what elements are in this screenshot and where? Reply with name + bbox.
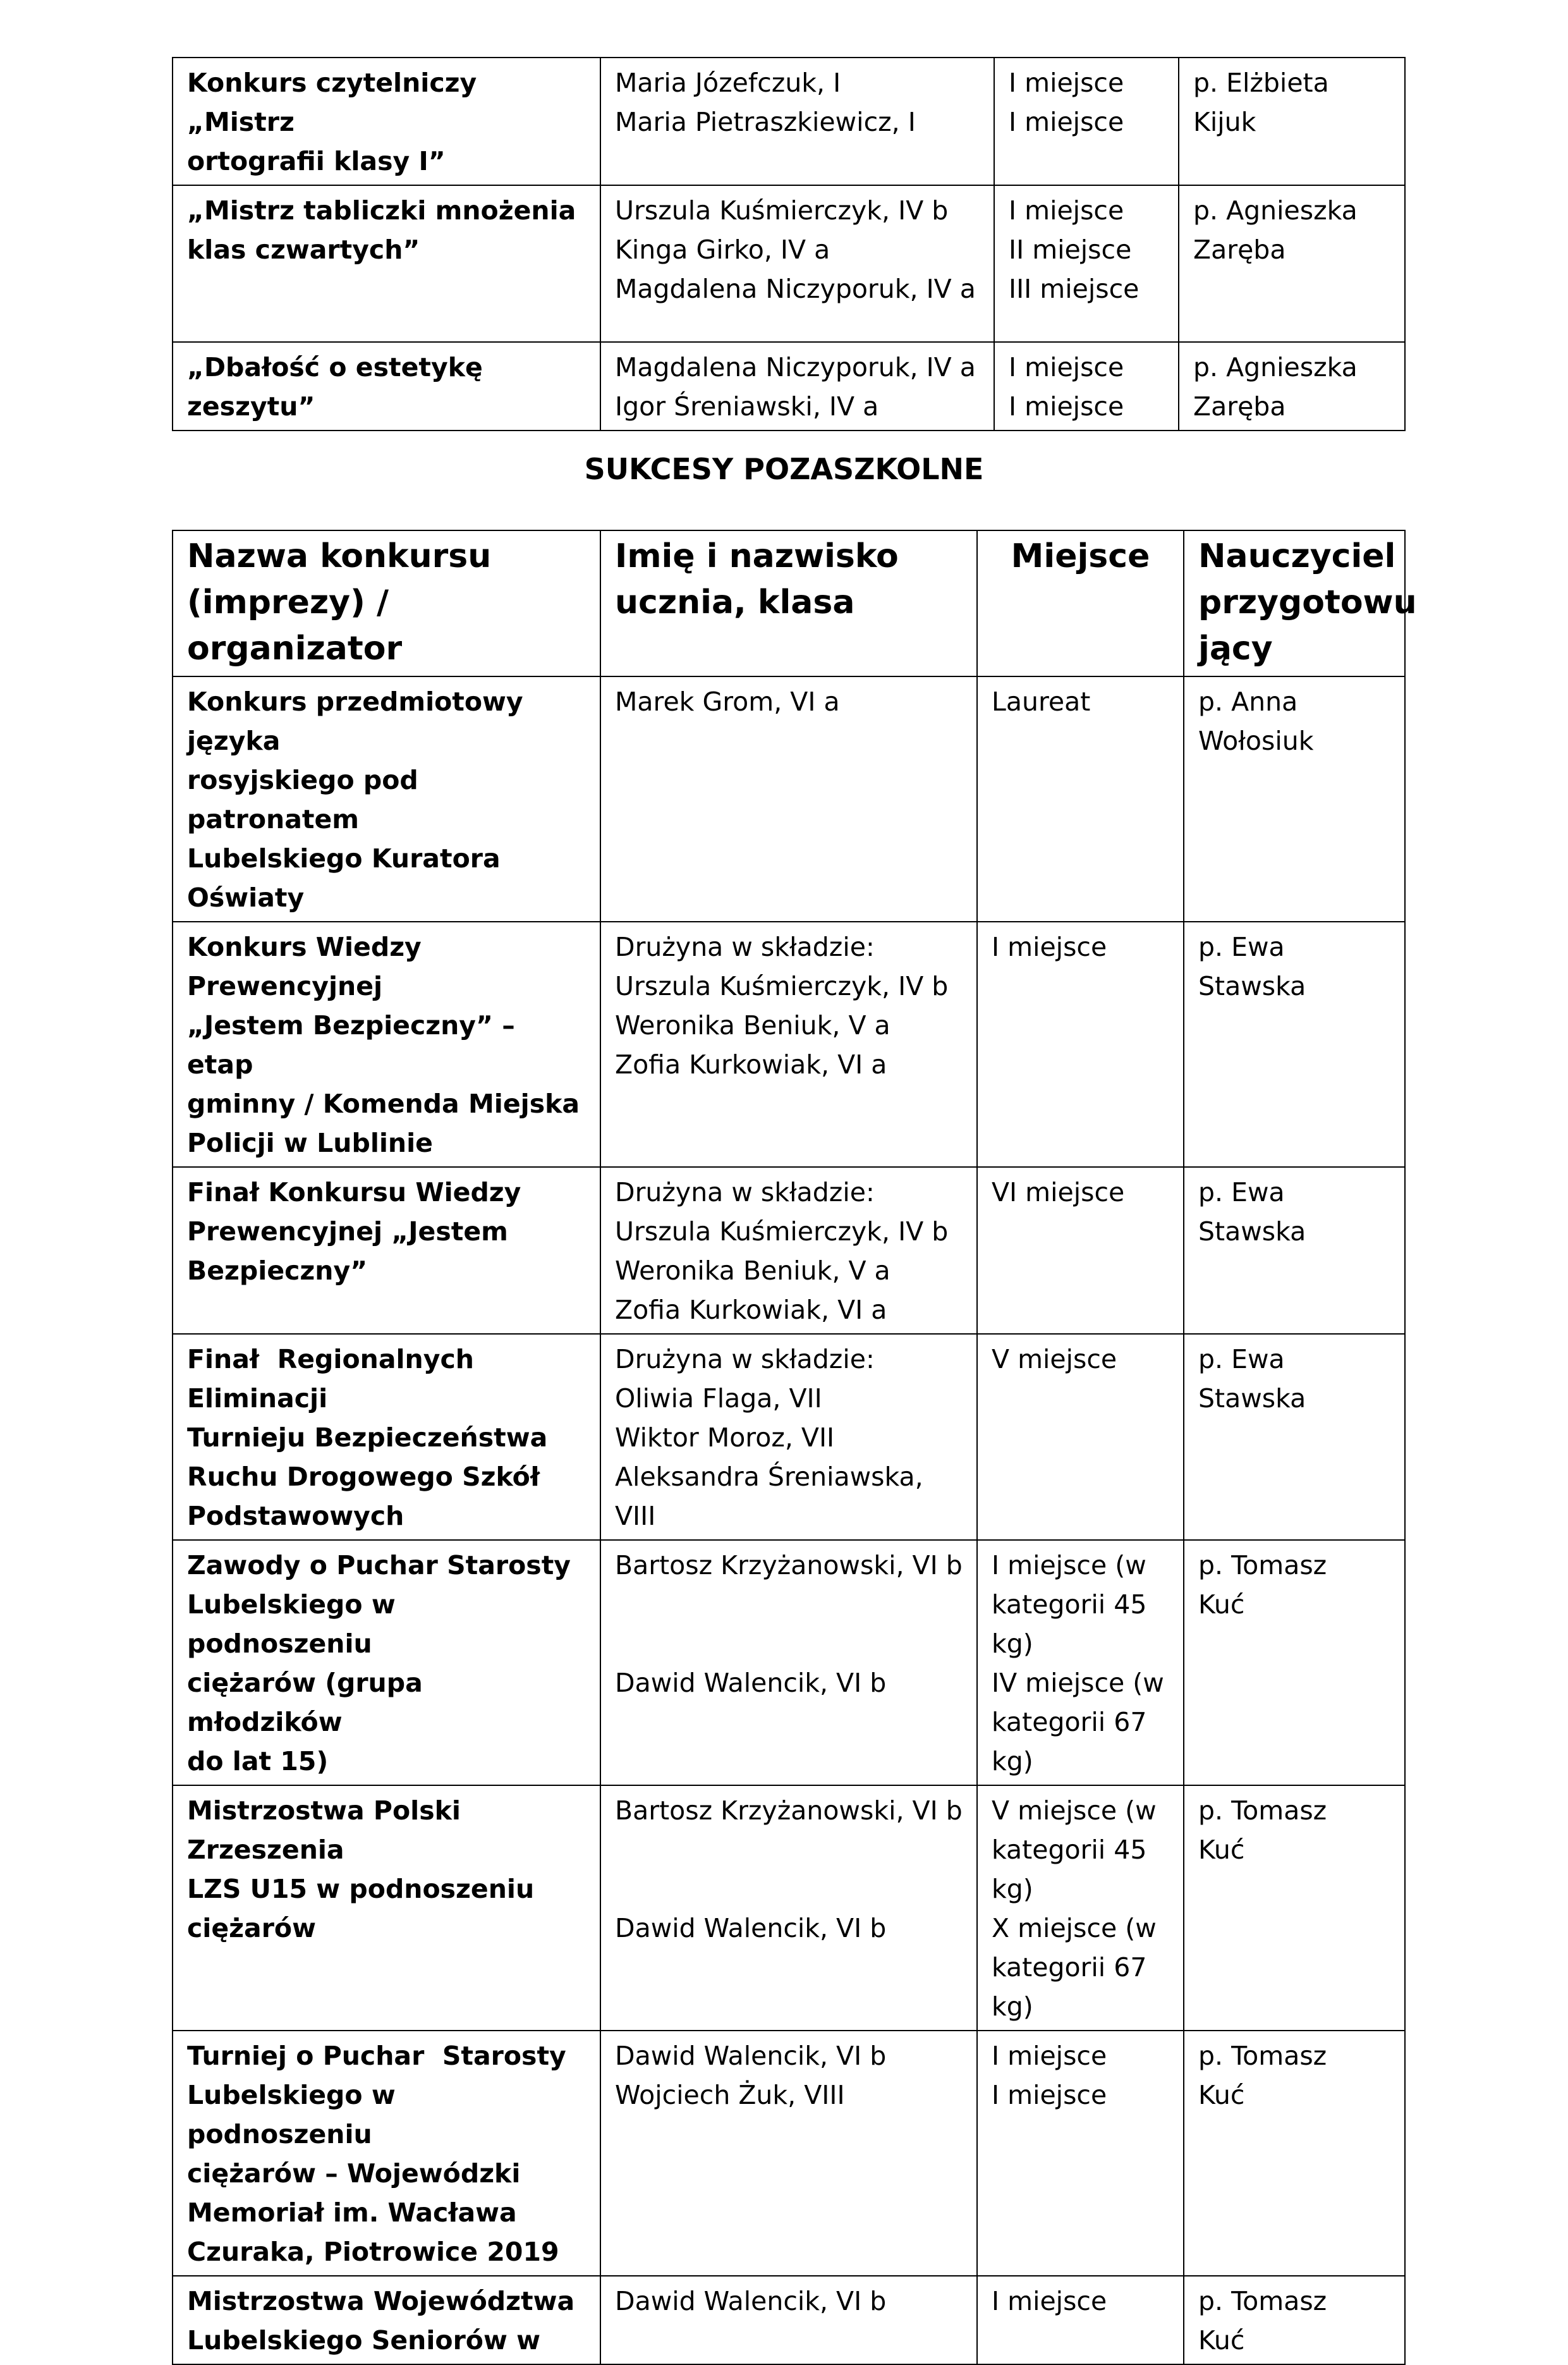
teacher-cell: p. Ewa Stawska xyxy=(1184,1334,1405,1540)
competition-name-cell: Turniej o Puchar Starosty Lubelskiego w podnoszeniu ciężarów – Wojewódzki Memoriał im. Wacława Czuraka, Piotrowice 2019 xyxy=(173,2031,600,2276)
teacher-cell: p. Agnieszka Zaręba xyxy=(1179,342,1405,431)
competition-name-cell: Zawody o Puchar Starosty Lubelskiego w podnoszeniu ciężarów (grupa młodzików do lat 15) xyxy=(173,1540,600,1785)
table-row xyxy=(173,1167,1405,1334)
teacher-cell: p. Tomasz Kuć xyxy=(1184,2276,1405,2364)
table-row xyxy=(173,185,1405,342)
place-cell: I miejsce I miejsce xyxy=(977,2031,1184,2276)
students-cell: Magdalena Niczyporuk, IV a Igor Śreniawski, IV a xyxy=(600,342,994,431)
teacher-cell: p. Anna Wołosiuk xyxy=(1184,676,1405,922)
competition-name-cell: Konkurs przedmiotowy języka rosyjskiego pod patronatem Lubelskiego Kuratora Oświaty xyxy=(173,676,600,922)
place-cell: I miejsce I miejsce xyxy=(994,342,1179,431)
competition-name-cell: Finał Konkursu Wiedzy Prewencyjnej „Jestem Bezpieczny” xyxy=(173,1167,600,1334)
students-cell: Urszula Kuśmierczyk, IV b Kinga Girko, IV a Magdalena Niczyporuk, IV a xyxy=(600,185,994,342)
header-student-name: Imię i nazwisko ucznia, klasa xyxy=(600,530,977,676)
competition-name-cell: Konkurs Wiedzy Prewencyjnej „Jestem Bezpieczny” – etap gminny / Komenda Miejska Policji w Lublinie xyxy=(173,922,600,1167)
place-cell: VI miejsce xyxy=(977,1167,1184,1334)
competition-name-cell: Mistrzostwa Województwa Lubelskiego Seniorów w xyxy=(173,2276,600,2364)
teacher-cell: p. Tomasz Kuć xyxy=(1184,1540,1405,1785)
students-cell: Dawid Walencik, VI b Wojciech Żuk, VIII xyxy=(600,2031,977,2276)
table-row xyxy=(173,342,1405,431)
table-row xyxy=(173,922,1405,1167)
table-row xyxy=(173,2031,1405,2276)
place-cell: I miejsce II miejsce III miejsce xyxy=(994,185,1179,342)
header-place: Miejsce xyxy=(977,530,1184,676)
competition-name-cell: Finał Regionalnych Eliminacji Turnieju Bezpieczeństwa Ruchu Drogowego Szkół Podstawowych xyxy=(173,1334,600,1540)
header-teacher: Nauczyciel przygotowu jący xyxy=(1184,530,1405,676)
students-cell: Marek Grom, VI a xyxy=(600,676,977,922)
outside-results-table xyxy=(172,530,1417,2365)
place-cell: V miejsce xyxy=(977,1334,1184,1540)
table-row xyxy=(173,2276,1405,2364)
table-header-row xyxy=(173,530,1405,676)
place-cell: Laureat xyxy=(977,676,1184,922)
students-cell: Dawid Walencik, VI b xyxy=(600,2276,977,2364)
teacher-cell: p. Tomasz Kuć xyxy=(1184,2031,1405,2276)
place-cell: I miejsce I miejsce xyxy=(994,58,1179,185)
section-heading: SUKCESY POZASZKOLNE xyxy=(584,452,984,486)
table-row xyxy=(173,1334,1405,1540)
table-row xyxy=(173,58,1405,185)
students-cell: Drużyna w składzie: Urszula Kuśmierczyk, IV b Weronika Beniuk, V a Zofia Kurkowiak, VI a xyxy=(600,1167,977,1334)
teacher-cell: p. Ewa Stawska xyxy=(1184,1167,1405,1334)
students-cell: Drużyna w składzie: Urszula Kuśmierczyk, IV b Weronika Beniuk, V a Zofia Kurkowiak, VI a xyxy=(600,922,977,1167)
table-row xyxy=(173,1785,1405,2031)
competition-name-cell: Mistrzostwa Polski Zrzeszenia LZS U15 w podnoszeniu ciężarów xyxy=(173,1785,600,2031)
teacher-cell: p. Tomasz Kuć xyxy=(1184,1785,1405,2031)
students-cell: Bartosz Krzyżanowski, VI b Dawid Walencik, VI b xyxy=(600,1540,977,1785)
teacher-cell: p. Ewa Stawska xyxy=(1184,922,1405,1167)
place-cell: I miejsce xyxy=(977,922,1184,1167)
header-competition-name: Nazwa konkursu (imprezy) / organizator xyxy=(173,530,600,676)
place-cell: I miejsce (w kategorii 45 kg) IV miejsce (w kategorii 67 kg) xyxy=(977,1540,1184,1785)
school-results-table xyxy=(172,57,1406,431)
students-cell: Bartosz Krzyżanowski, VI b Dawid Walencik, VI b xyxy=(600,1785,977,2031)
place-cell: V miejsce (w kategorii 45 kg) X miejsce (w kategorii 67 kg) xyxy=(977,1785,1184,2031)
table-row xyxy=(173,676,1405,922)
teacher-cell: p. Agnieszka Zaręba xyxy=(1179,185,1405,342)
teacher-cell: p. Elżbieta Kijuk xyxy=(1179,58,1405,185)
table-row xyxy=(173,1540,1405,1785)
competition-name-cell: Konkurs czytelniczy „Mistrz ortografii klasy I” xyxy=(173,58,600,185)
students-cell: Maria Józefczuk, I Maria Pietraszkiewicz, I xyxy=(600,58,994,185)
place-cell: I miejsce xyxy=(977,2276,1184,2364)
students-cell: Drużyna w składzie: Oliwia Flaga, VII Wiktor Moroz, VII Aleksandra Śreniawska, VIII xyxy=(600,1334,977,1540)
competition-name-cell: „Dbałość o estetykę zeszytu” xyxy=(173,342,600,431)
competition-name-cell: „Mistrz tabliczki mnożenia klas czwartych” xyxy=(173,185,600,342)
